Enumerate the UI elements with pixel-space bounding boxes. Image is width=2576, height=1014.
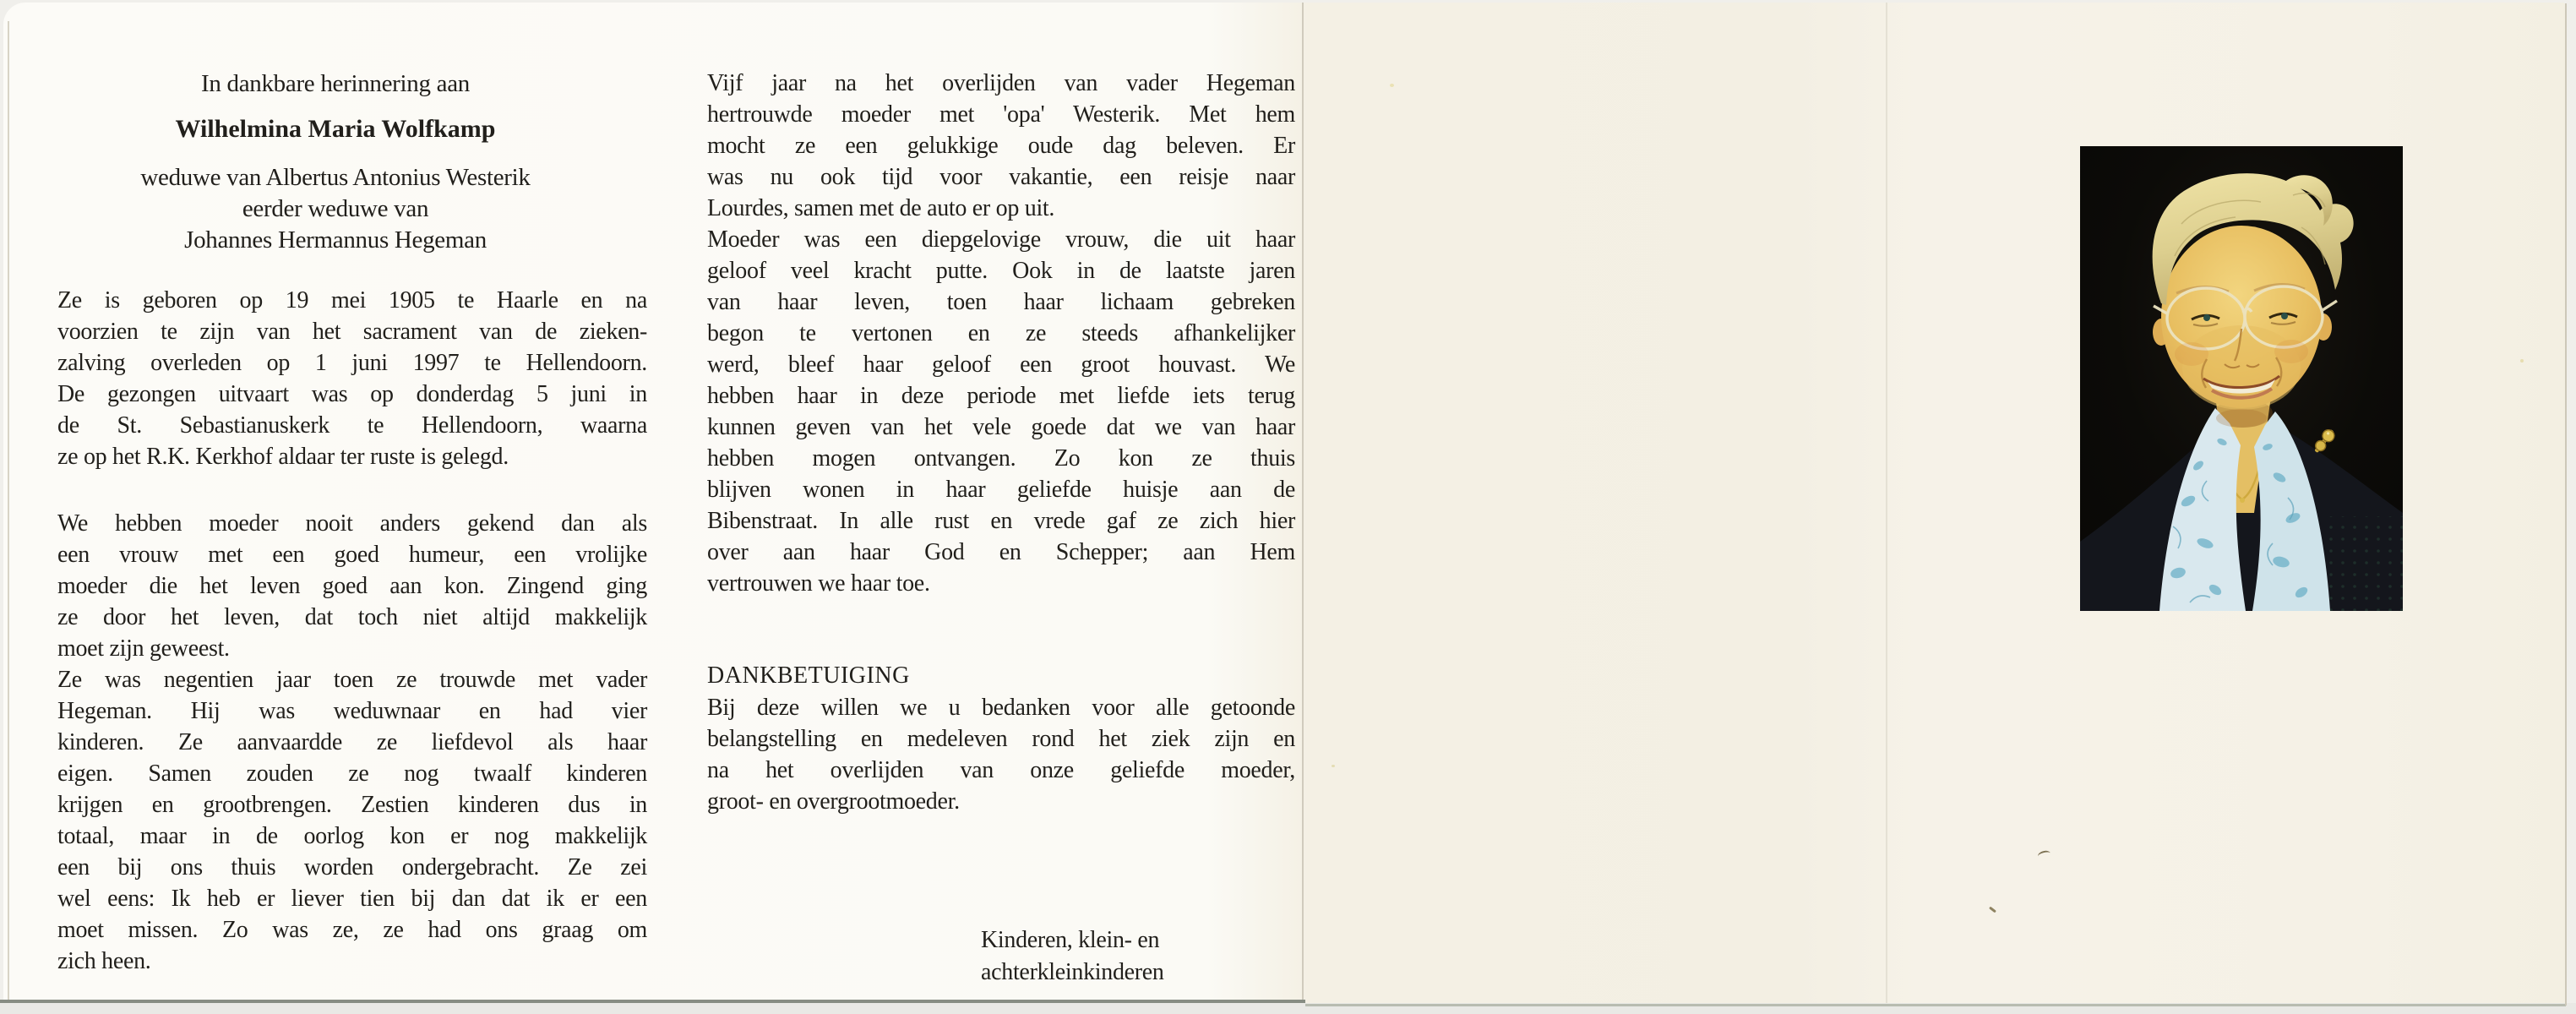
card-right-edge xyxy=(2565,3,2567,1006)
widow-line-1: weduwe van Albertus Antonius Westerik xyxy=(140,164,531,191)
text-line: hebben mogen ontvangen. Zo kon ze thuis xyxy=(707,445,1295,472)
paper-speck xyxy=(2520,359,2524,363)
text-line: Moeder was een diepgelovige vrouw, die uit haar xyxy=(707,226,1295,253)
text-line: vertrouwen we haar toe. xyxy=(707,570,930,597)
fold-crease-right xyxy=(1886,3,1887,1003)
text-line: Vijf jaar na het overlijden van vader Hegeman xyxy=(707,70,1295,96)
card-bottom-edge-left xyxy=(0,1000,1305,1003)
text-line: blijven wonen in haar geliefde huisje aan de xyxy=(707,477,1295,503)
intro-line: In dankbare herinnering aan xyxy=(201,70,470,97)
character-paragraph-b xyxy=(57,664,647,977)
text-line: was nu ook tijd voor vakantie, een reisje naar xyxy=(707,164,1295,190)
text-line: Bibenstraat. In alle rust en vrede gaf ze zich hier xyxy=(707,508,1295,534)
text-line: achterkleinkinderen xyxy=(981,959,1164,985)
text-line: wel eens: Ik heb er liever tien bij dan dat ik er een xyxy=(57,886,647,912)
text-line: zalving overleden op 1 juni 1997 te Hellendoorn. xyxy=(57,350,647,376)
text-line: ze door het leven, dat toch niet altijd makkelijk xyxy=(57,604,647,630)
paper-speck xyxy=(2037,849,2051,859)
text-line: de St. Sebastianuskerk te Hellendoorn, waarna xyxy=(57,412,647,439)
text-line: van haar leven, toen haar lichaam gebreken xyxy=(707,289,1295,315)
text-line: zich heen. xyxy=(57,948,151,974)
text-line: een bij ons thuis worden ondergebracht. Ze zei xyxy=(57,854,647,880)
card-surface xyxy=(3,3,2566,1003)
remarriage-paragraph xyxy=(707,68,1295,224)
text-line: begon te vertonen en ze steeds afhankelijker xyxy=(707,320,1295,346)
text-line: Bij deze willen we u bedanken voor alle getoonde xyxy=(707,695,1295,721)
card-bottom-edge-right xyxy=(1305,1004,2566,1006)
acknowledgement-paragraph xyxy=(707,692,1295,817)
widow-line-3: Johannes Hermannus Hegeman xyxy=(184,226,487,254)
text-line: Lourdes, samen met de auto er op uit. xyxy=(707,195,1055,221)
text-line: kinderen. Ze aanvaardde ze liefdevol als haar xyxy=(57,729,647,755)
text-line: Kinderen, klein- en xyxy=(981,927,1160,953)
faith-paragraph xyxy=(707,224,1295,599)
text-line: moeder die het leven goed aan kon. Zingend ging xyxy=(57,573,647,599)
text-line: totaal, maar in de oorlog kon er nog makkelijk xyxy=(57,823,647,849)
text-line: ze op het R.K. Kerkhof aldaar ter ruste is gelegd. xyxy=(57,444,509,470)
text-line: geloof veel kracht putte. Ook in de laatste jaren xyxy=(707,258,1295,284)
paper-speck xyxy=(1989,907,1996,913)
text-line: moet missen. Zo was ze, ze had ons graag om xyxy=(57,917,647,943)
text-line: De gezongen uitvaart was op donderdag 5 juni in xyxy=(57,381,647,407)
text-line: werd, bleef haar geloof een groot houvast. We xyxy=(707,352,1295,378)
text-line: eigen. Samen zouden ze nog twaalf kinderen xyxy=(57,760,647,787)
text-line: krijgen en grootbrengen. Zestien kinderen dus in xyxy=(57,792,647,818)
text-line: Ze was negentien jaar toen ze trouwde met vader xyxy=(57,667,647,693)
deceased-name: Wilhelmina Maria Wolfkamp xyxy=(175,115,496,143)
text-line: over aan haar God en Schepper; aan Hem xyxy=(707,539,1295,565)
portrait-photo xyxy=(2080,146,2403,611)
paper-speck xyxy=(1332,765,1335,767)
fold-crease-left xyxy=(1302,3,1304,1003)
text-line: een vrouw met een goed humeur, een vrolijke xyxy=(57,542,647,568)
text-line: We hebben moeder nooit anders gekend dan als xyxy=(57,510,647,537)
text-line: mocht ze een gelukkige oude dag beleven. Er xyxy=(707,133,1295,159)
text-line: Hegeman. Hij was weduwnaar en had vier xyxy=(57,698,647,724)
text-line: hertrouwde moeder met 'opa' Westerik. Met hem xyxy=(707,101,1295,128)
text-line: na het overlijden van onze geliefde moeder, xyxy=(707,757,1295,783)
paper-speck xyxy=(1390,84,1394,87)
text-line: hebben haar in deze periode met liefde iets terug xyxy=(707,383,1295,409)
text-line: voorzien te zijn van het sacrament van de zieken- xyxy=(57,319,647,345)
text-line: groot- en overgrootmoeder. xyxy=(707,788,960,815)
widow-line-2: eerder weduwe van xyxy=(242,195,429,222)
signature-block xyxy=(981,924,1336,989)
text-line: moet zijn geweest. xyxy=(57,635,230,662)
text-line: kunnen geven van het vele goede dat we van haar xyxy=(707,414,1295,440)
text-line: belangstelling en medeleven rond het ziek zijn en xyxy=(707,726,1295,752)
acknowledgement-heading: DANKBETUIGING xyxy=(707,662,910,689)
card-left-edge xyxy=(8,21,9,1000)
character-paragraph-a xyxy=(57,508,647,664)
birth-death-paragraph xyxy=(57,285,647,472)
text-line: Ze is geboren op 19 mei 1905 te Haarle en na xyxy=(57,287,647,313)
